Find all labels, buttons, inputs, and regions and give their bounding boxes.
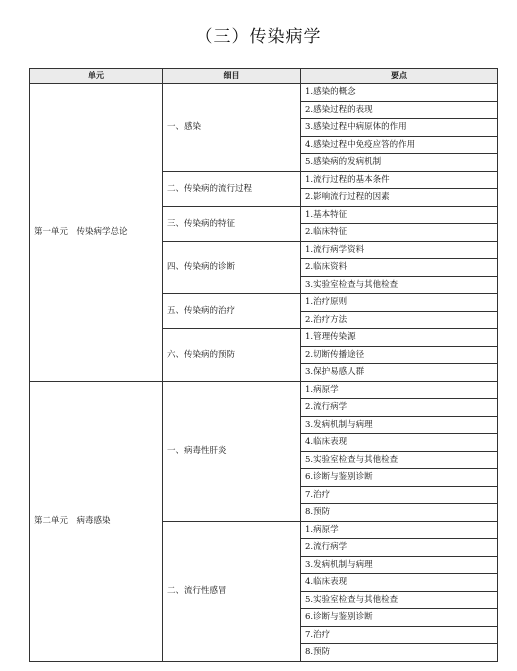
detail-cell: 一、病毒性肝炎 [163, 381, 301, 521]
point-cell: 8.预防 [301, 504, 498, 522]
header-detail: 细目 [163, 69, 301, 84]
table-body [30, 84, 498, 662]
point-cell: 1.病原学 [301, 521, 498, 539]
detail-cell: 二、流行性感冒 [163, 521, 301, 661]
table-row [30, 84, 498, 102]
point-cell: 3.实验室检查与其他检查 [301, 276, 498, 294]
point-cell: 2.切断传播途径 [301, 346, 498, 364]
point-cell: 3.保护易感人群 [301, 364, 498, 382]
point-cell: 1.病原学 [301, 381, 498, 399]
detail-cell: 五、传染病的治疗 [163, 294, 301, 329]
point-cell: 5.实验室检查与其他检查 [301, 591, 498, 609]
point-cell: 1.流行病学资料 [301, 241, 498, 259]
point-cell: 3.发病机制与病理 [301, 416, 498, 434]
point-cell: 2.流行病学 [301, 399, 498, 417]
point-cell: 1.感染的概念 [301, 84, 498, 102]
point-cell: 3.发病机制与病理 [301, 556, 498, 574]
point-cell: 5.感染病的发病机制 [301, 154, 498, 172]
point-cell: 1.管理传染源 [301, 329, 498, 347]
point-cell: 5.实验室检查与其他检查 [301, 451, 498, 469]
point-cell: 7.治疗 [301, 486, 498, 504]
detail-cell: 一、感染 [163, 84, 301, 172]
point-cell: 7.治疗 [301, 626, 498, 644]
syllabus-table [29, 68, 498, 662]
page-title: （三）传染病学 [195, 27, 322, 47]
point-cell: 2.临床特征 [301, 224, 498, 242]
point-cell: 4.临床表现 [301, 434, 498, 452]
point-cell: 2.治疗方法 [301, 311, 498, 329]
point-cell: 2.流行病学 [301, 539, 498, 557]
point-cell: 2.影响流行过程的因素 [301, 189, 498, 207]
table-row [30, 381, 498, 399]
point-cell: 1.基本特征 [301, 206, 498, 224]
point-cell: 8.预防 [301, 644, 498, 662]
header-point: 要点 [301, 69, 498, 84]
detail-cell: 六、传染病的预防 [163, 329, 301, 382]
point-cell: 6.诊断与鉴别诊断 [301, 469, 498, 487]
point-cell: 1.治疗原则 [301, 294, 498, 312]
point-cell: 4.临床表现 [301, 574, 498, 592]
unit-cell: 第二单元 病毒感染 [30, 381, 163, 661]
table-header-row [30, 69, 498, 84]
point-cell: 3.感染过程中病原体的作用 [301, 119, 498, 137]
detail-cell: 三、传染病的特征 [163, 206, 301, 241]
point-cell: 2.感染过程的表现 [301, 101, 498, 119]
unit-cell: 第一单元 传染病学总论 [30, 84, 163, 382]
header-unit: 单元 [30, 69, 163, 84]
detail-cell: 四、传染病的诊断 [163, 241, 301, 294]
point-cell: 4.感染过程中免疫应答的作用 [301, 136, 498, 154]
detail-cell: 二、传染病的流行过程 [163, 171, 301, 206]
point-cell: 2.临床资料 [301, 259, 498, 277]
point-cell: 6.诊断与鉴别诊断 [301, 609, 498, 627]
point-cell: 1.流行过程的基本条件 [301, 171, 498, 189]
